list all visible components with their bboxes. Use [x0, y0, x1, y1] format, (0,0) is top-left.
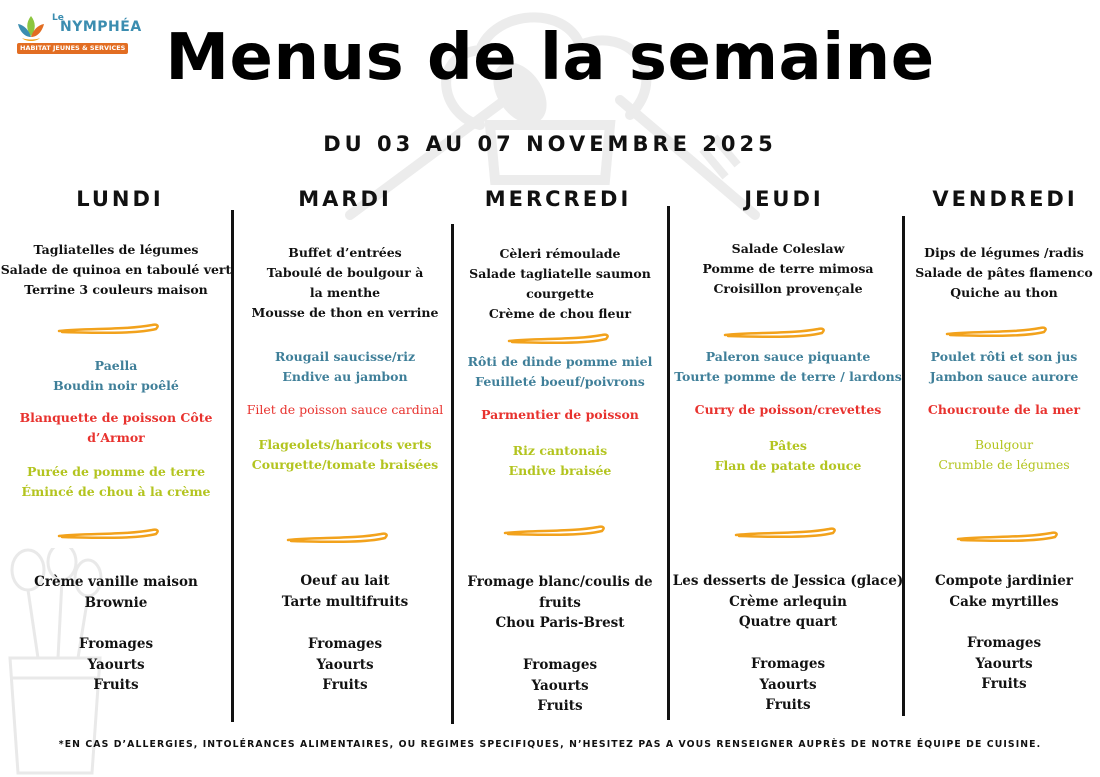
menu-item: Taboulé de boulgour à la menthe	[266, 265, 424, 300]
lundi-dairy	[0, 634, 232, 696]
menu-item: Salade de pâtes flamenco	[915, 265, 1093, 280]
menu-item: Fruits	[765, 697, 811, 713]
menu-item: Les desserts de Jessica (glace)	[672, 573, 904, 589]
day-header-vendredi: VENDREDI	[932, 187, 1078, 211]
menu-item: Boudin noir poêlé	[53, 378, 179, 393]
day-header-mercredi: MERCREDI	[484, 187, 632, 211]
menu-item: Fromages	[522, 657, 598, 673]
menu-item: Flan de patate douce	[714, 458, 862, 473]
mercredi-dairy	[444, 655, 676, 717]
menu-item: Compote jardinier	[935, 573, 1073, 589]
menu-item: Fruits	[537, 698, 583, 714]
menu-item: Endive au jambon	[282, 369, 408, 384]
menu-item: Tourte pomme de terre / lardons	[674, 369, 902, 384]
logo-name: NYMPHÉA	[60, 19, 142, 35]
mardi-desserts	[229, 571, 461, 612]
menu-item: Fruits	[93, 677, 139, 693]
menu-item: Buffet d’entrées	[288, 245, 402, 260]
mardi-sides	[229, 435, 461, 475]
day-header-lundi: LUNDI	[76, 187, 164, 211]
menu-item: Crumble de légumes	[938, 457, 1070, 472]
vendredi-mains-meat	[888, 347, 1100, 387]
vendredi-desserts	[888, 571, 1100, 612]
logo-le: Le	[52, 13, 64, 23]
menu-item: Fruits	[322, 677, 368, 693]
menu-item: Quiche au thon	[950, 285, 1058, 300]
menu-item: Rougail saucisse/riz	[274, 349, 416, 364]
date-range: DU 03 AU 07 NOVEMBRE 2025	[323, 132, 777, 156]
menu-item: Blanquette de poisson Côte d’Armor	[19, 410, 213, 445]
menu-item: Yaourts	[759, 676, 817, 693]
menu-item: Fromages	[307, 636, 383, 652]
menu-item: Pomme de terre mimosa	[702, 261, 874, 276]
orange-swash-icon	[502, 523, 610, 537]
menu-item: Yaourts	[87, 656, 145, 673]
menu-item: Poulet rôti et son jus	[930, 349, 1078, 364]
menu-item: Chou Paris-Brest	[495, 615, 625, 631]
menu-item: Fromages	[966, 635, 1042, 651]
page-title: Menus de la semaine	[165, 21, 935, 95]
menu-item: Paella	[94, 358, 138, 373]
day-header-mardi: MARDI	[298, 187, 392, 211]
day-header-jeudi: JEUDI	[744, 187, 824, 211]
menu-item: Endive braisée	[508, 463, 612, 478]
menu-item: Choucroute de la mer	[927, 402, 1081, 417]
orange-swash-icon	[56, 526, 164, 540]
lundi-sides	[0, 462, 232, 502]
menu-item: Crème vanille maison	[34, 574, 198, 590]
menu-item: Yaourts	[531, 677, 589, 694]
menu-item: Tarte multifruits	[281, 593, 409, 610]
mardi-mains-meat	[229, 347, 461, 387]
lundi-desserts	[0, 572, 232, 613]
jeudi-dairy	[672, 654, 904, 716]
menu-item: Mousse de thon en verrine	[251, 305, 439, 320]
menu-item: Courgette/tomate braisées	[251, 457, 439, 472]
menu-item: Salade Coleslaw	[731, 241, 845, 256]
mercredi-starters	[444, 244, 676, 324]
menu-item: Parmentier de poisson	[481, 407, 639, 422]
mardi-main-fish	[229, 400, 461, 420]
vendredi-sides	[888, 435, 1100, 475]
orange-swash-icon	[722, 325, 830, 339]
menu-item: Cake myrtilles	[949, 593, 1059, 610]
menu-item: Riz cantonais	[512, 443, 608, 458]
menu-item: Yaourts	[975, 655, 1033, 672]
vendredi-dairy	[888, 633, 1100, 695]
menu-item: Curry de poisson/crevettes	[694, 402, 882, 417]
menu-item: Yaourts	[316, 656, 374, 673]
menu-item: Purée de pomme de terre	[26, 464, 206, 479]
menu-item: Tagliatelles de légumes	[33, 242, 199, 257]
orange-swash-icon	[955, 529, 1063, 543]
jeudi-desserts	[672, 571, 904, 633]
menu-item: Flageolets/haricots verts	[258, 437, 432, 452]
menu-item: Rôti de dinde pomme miel	[467, 354, 653, 369]
menu-item: Fromages	[750, 656, 826, 672]
menu-item: Filet de poisson sauce cardinal	[246, 402, 444, 417]
mercredi-desserts	[444, 572, 676, 634]
jeudi-sides	[672, 436, 904, 476]
menu-item: Oeuf au lait	[300, 573, 390, 589]
orange-swash-icon	[944, 324, 1052, 338]
menu-item: Émincé de chou à la crème	[21, 484, 211, 499]
menu-item: Pâtes	[769, 438, 807, 453]
menu-item: Crème arlequin	[729, 593, 847, 610]
menu-item: Boulgour	[974, 437, 1034, 452]
menu-item: Croisillon provençale	[713, 281, 863, 296]
menu-item: Cèleri rémoulade	[499, 246, 621, 261]
menu-item: Brownie	[84, 594, 148, 611]
menu-item: Paleron sauce piquante	[705, 349, 871, 364]
vendredi-starters	[888, 243, 1100, 303]
lundi-mains-meat	[0, 356, 232, 396]
menu-item: Terrine 3 couleurs maison	[24, 282, 208, 297]
mercredi-mains-meat	[444, 352, 676, 392]
menu-item: Fromage blanc/coulis de fruits	[467, 574, 653, 611]
mercredi-sides	[444, 441, 676, 481]
jeudi-main-fish	[672, 400, 904, 420]
menu-item: Salade tagliatelle saumon courgette	[469, 266, 651, 301]
jeudi-starters	[672, 239, 904, 299]
menu-item: Feuilleté boeuf/poivrons	[475, 374, 645, 389]
orange-swash-icon	[733, 525, 841, 539]
menu-item: Quatre quart	[738, 614, 838, 630]
vendredi-main-fish	[888, 400, 1100, 420]
menu-item: Dips de légumes /radis	[924, 245, 1084, 260]
orange-swash-icon	[285, 530, 393, 544]
lundi-main-fish	[0, 408, 232, 448]
mercredi-main-fish	[444, 405, 676, 425]
orange-swash-icon	[506, 331, 614, 345]
jeudi-mains-meat	[672, 347, 904, 387]
menu-item: Fromages	[78, 636, 154, 652]
allergy-footnote: *EN CAS D’ALLERGIES, INTOLÉRANCES ALIMENTAIRES, OU REGIMES SPECIFIQUES, N’HESITEZ PAS A VOUS RENSEIGNER AUPRÈS DE NOTRE ÉQUIPE DE CUISINE.	[58, 739, 1042, 750]
logo-tagline: HABITAT JEUNES & SERVICES	[17, 43, 128, 54]
mardi-dairy	[229, 634, 461, 696]
menu-item: Salade de quinoa en taboulé vert	[0, 262, 232, 277]
menu-item: Crème de chou fleur	[488, 306, 632, 321]
menu-item: Jambon sauce aurore	[929, 369, 1079, 384]
orange-swash-icon	[56, 321, 164, 335]
menu-item: Fruits	[981, 676, 1027, 692]
mardi-starters	[229, 243, 461, 323]
lundi-starters	[0, 240, 232, 300]
